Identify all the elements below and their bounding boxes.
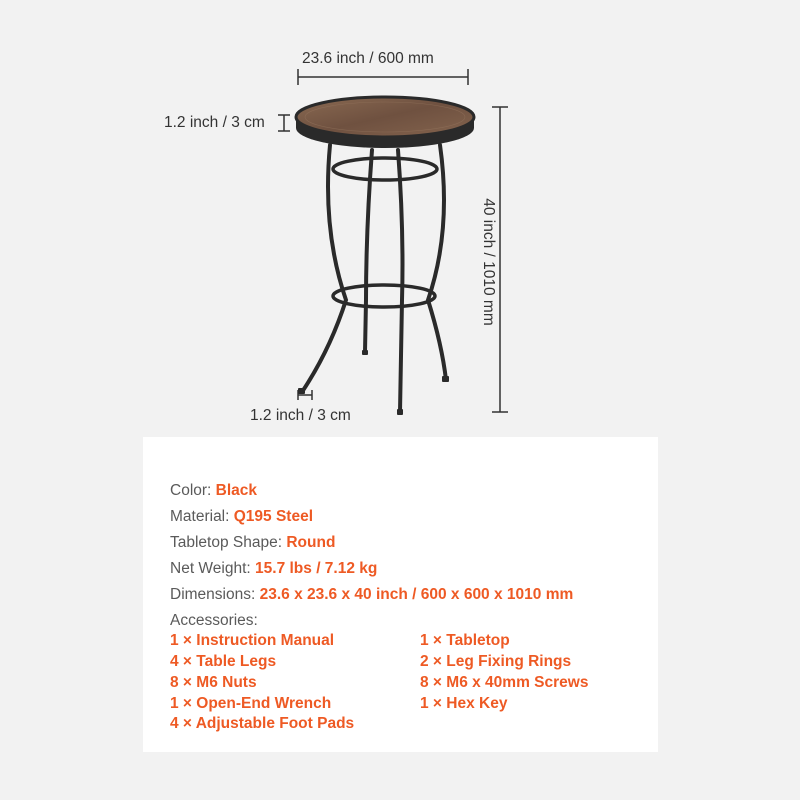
spec-weight xyxy=(170,560,377,578)
thickness-dimension-marker xyxy=(278,115,290,131)
accessory-item: 4 × Adjustable Foot Pads xyxy=(170,715,355,732)
upper-fixing-ring xyxy=(333,158,437,180)
table-legs xyxy=(302,145,446,412)
spec-shape-value: Round xyxy=(286,534,336,551)
spec-shape xyxy=(170,534,335,552)
accessory-item: 1 × Hex Key xyxy=(420,695,508,712)
spec-weight-value: 15.7 lbs / 7.12 kg xyxy=(255,560,378,577)
thickness-dimension-label: 1.2 inch / 3 cm xyxy=(164,114,265,131)
spec-color-value: Black xyxy=(215,482,258,499)
accessory-item: 8 × M6 Nuts xyxy=(170,674,257,691)
spec-shape-label: Tabletop Shape: xyxy=(170,534,283,551)
spec-material-value: Q195 Steel xyxy=(233,508,314,525)
spec-material-label: Material: xyxy=(170,508,230,525)
accessory-item: 1 × Instruction Manual xyxy=(170,632,335,649)
width-dimension-line xyxy=(298,69,468,85)
lower-fixing-ring xyxy=(333,285,435,307)
spec-color-label: Color: xyxy=(170,482,212,499)
accessory-item: 8 × M6 x 40mm Screws xyxy=(420,674,589,691)
spec-dimensions-value: 23.6 x 23.6 x 40 inch / 600 x 600 x 1010 mm xyxy=(259,586,574,603)
accessory-item: 2 × Leg Fixing Rings xyxy=(420,653,572,670)
foot-dimension-label: 1.2 inch / 3 cm xyxy=(250,407,351,424)
spec-dimensions xyxy=(170,586,573,604)
height-dimension-label: 40 inch / 1010 mm xyxy=(480,198,497,326)
round-tabletop xyxy=(296,97,474,148)
spec-dimensions-label: Dimensions: xyxy=(170,586,256,603)
width-dimension-label: 23.6 inch / 600 mm xyxy=(302,50,434,67)
spec-material xyxy=(170,508,313,526)
accessories-title: Accessories: xyxy=(170,612,258,629)
accessory-item: 4 × Table Legs xyxy=(170,653,277,670)
accessory-item: 1 × Open-End Wrench xyxy=(170,695,332,712)
spec-weight-label: Net Weight: xyxy=(170,560,251,577)
accessory-item: 1 × Tabletop xyxy=(420,632,510,649)
spec-color xyxy=(170,482,257,500)
